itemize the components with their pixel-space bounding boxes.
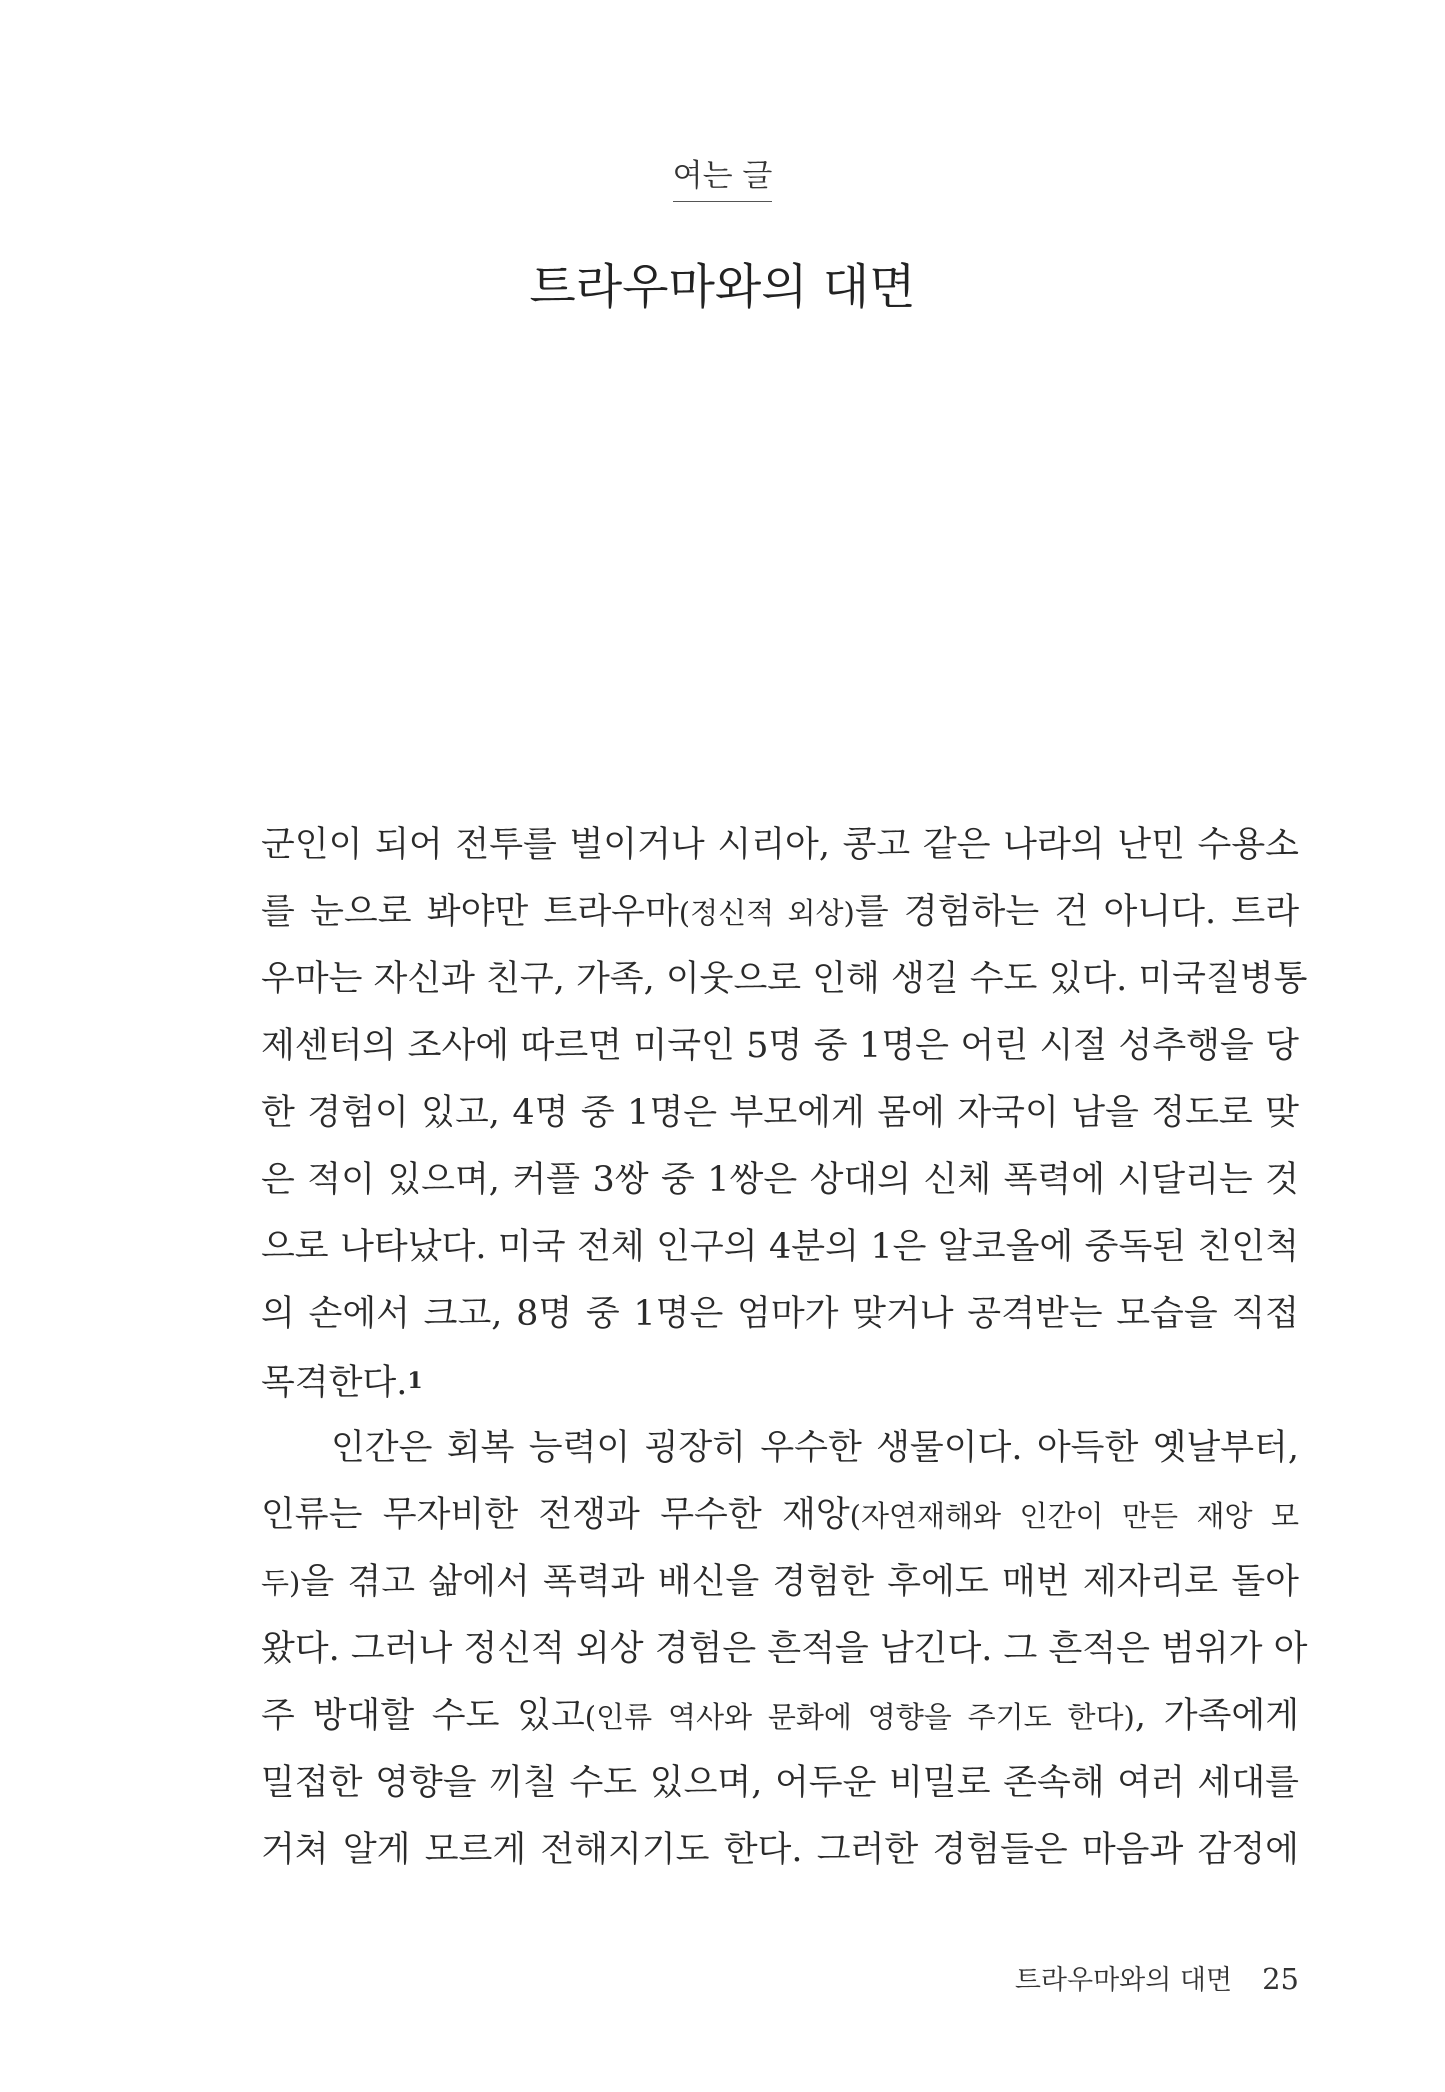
- text-line: [261, 1348, 1299, 1415]
- text-line: 한 경험이 있고, 4명 중 1명은 부모에게 몸에 자국이 남을 정도로 맞: [261, 1093, 1299, 1133]
- text-line: [261, 1482, 1299, 1549]
- text-line: 군인이 되어 전투를 벌이거나 시리아, 콩고 같은 나라의 난민 수용소: [261, 825, 1299, 865]
- footnote-marker[interactable]: 1: [407, 1368, 423, 1394]
- chapter-title: 트라우마와의 대면: [529, 259, 916, 315]
- text-span: 를 눈으로 봐야만 트라우마: [261, 892, 679, 932]
- text-line: 인간은 회복 능력이 굉장히 우수한 생물이다. 아득한 옛날부터,: [331, 1428, 1299, 1468]
- text-line: [261, 1683, 1299, 1750]
- parenthetical: 두): [261, 1566, 301, 1600]
- running-title: 트라우마와의 대면: [1014, 1965, 1233, 1996]
- text-line: 밀접한 영향을 끼칠 수도 있으며, 어두운 비밀로 존속해 여러 세대를: [261, 1763, 1299, 1803]
- text-span: , 가족에게: [1134, 1696, 1299, 1736]
- paragraph-1: [261, 812, 1308, 1415]
- parenthetical: (정신적 외상): [678, 896, 855, 930]
- text-line: [261, 879, 1299, 946]
- text-line: 왔다. 그러나 정신적 외상 경험은 흔적을 남긴다. 그 흔적은 범위가 아: [261, 1629, 1308, 1669]
- text-span: 주 방대할 수도 있고: [261, 1696, 585, 1736]
- text-span: 인류는 무자비한 전쟁과 무수한 재앙: [261, 1495, 850, 1535]
- body-text: [261, 812, 1308, 1884]
- parenthetical: (인류 역사와 문화에 영향을 주기도 한다): [584, 1700, 1135, 1734]
- text-line: 은 적이 있으며, 커플 3쌍 중 1쌍은 상대의 신체 폭력에 시달리는 것: [261, 1160, 1299, 1200]
- chapter-kicker: [0, 150, 1445, 202]
- text-line: 으로 나타났다. 미국 전체 인구의 4분의 1은 알코올에 중독된 친인척: [261, 1227, 1299, 1267]
- text-span: 을 겪고 삶에서 폭력과 배신을 경험한 후에도 매번 제자리로 돌아: [300, 1562, 1299, 1602]
- text-line: 의 손에서 크고, 8명 중 1명은 엄마가 맞거나 공격받는 모습을 직접: [261, 1294, 1299, 1334]
- page-footer: [1015, 1958, 1299, 1997]
- text-span: 목격한다.: [261, 1363, 408, 1403]
- text-line: 우마는 자신과 친구, 가족, 이웃으로 인해 생길 수도 있다. 미국질병통: [261, 959, 1308, 999]
- text-span: 를 경험하는 건 아니다. 트라: [854, 892, 1299, 932]
- text-line: 거쳐 알게 모르게 전해지기도 한다. 그러한 경험들은 마음과 감정에: [261, 1830, 1299, 1870]
- parenthetical: (자연재해와 인간이 만든 재앙 모: [849, 1499, 1299, 1533]
- text-line: 제센터의 조사에 따르면 미국인 5명 중 1명은 어린 시절 성추행을 당: [261, 1026, 1299, 1066]
- paragraph-2: [261, 1415, 1308, 1884]
- page-number: 25: [1262, 1962, 1299, 1996]
- text-line: [261, 1549, 1299, 1616]
- kicker-label: 여는 글: [673, 150, 773, 202]
